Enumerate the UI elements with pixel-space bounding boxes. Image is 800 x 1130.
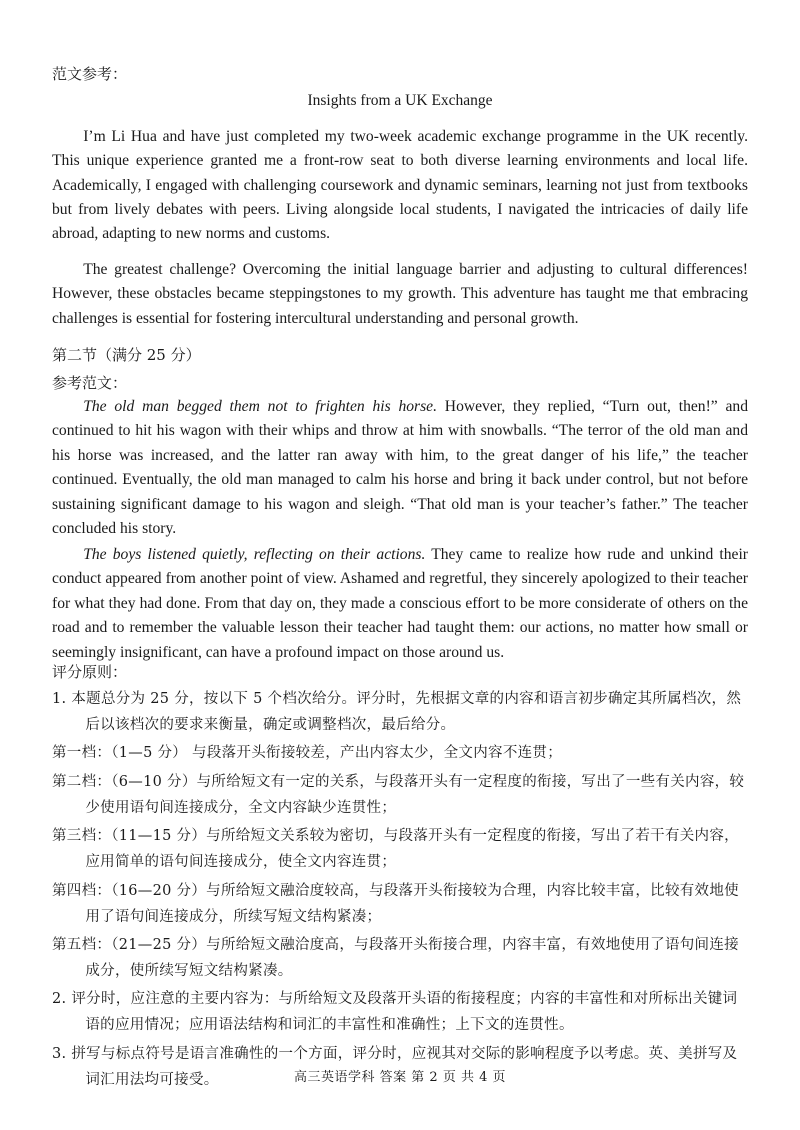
continuation-body: However, they replied, “Turn out, then!” and continued to hit his wagon with their whips and throw at him with snowballs. “The terror of the old man and his horse was increased, and the latter ran away with him, to the great danger of his life,” the teacher continued. Eventually, the old man managed to calm his horse and bring it back under control, but not before sustaining significant damage to his wagon and sleigh. “That old man is your teacher’s father.” The teacher concluded his story. bbox=[52, 398, 749, 538]
continuation-paragraph bbox=[52, 543, 748, 665]
scoring-rule: 2. 评分时，应注意的主要内容为：与所给短文及段落开头语的衔接程度；内容的丰富性和对所标出关键词语的应用情况；应用语法结构和词汇的丰富性和准确性；上下文的连贯性。 bbox=[52, 991, 738, 1034]
essay-paragraph: I’m Li Hua and have just completed my two-week academic exchange programme in the UK recently. This unique experience granted me a front-row seat to both diverse learning environments and local life. Academically, I engaged with challenging coursework and dynamic seminars, learning not just from textbooks but from lively debates with peers. Living alongside local students, I navigated the intricacies of daily life abroad, adapting to new norms and customs. bbox=[52, 128, 748, 243]
scoring-rule: 第三档：（11—15 分）与所给短文关系较为密切，与段落开头有一定程度的衔接，写出了若干有关内容，应用简单的语句间连接成分，使全文内容连贯； bbox=[52, 828, 739, 871]
section-heading: 第二节（满分 25 分） bbox=[52, 346, 201, 364]
scoring-rule: 第二档：（6—10 分）与所给短文有一定的关系，与段落开头有一定程度的衔接，写出了一些有关内容，较少使用语句间连接成分，全文内容缺少连贯性； bbox=[52, 773, 745, 816]
sample-essay-label: 范文参考： bbox=[52, 65, 128, 83]
scoring-rule: 第四档：（16—20 分）与所给短文融洽度较高，与段落开头衔接较为合理，内容比较丰富，比较有效地使用了语句间连接成分，所续写短文结构紧凑； bbox=[52, 882, 739, 925]
scoring-rule: 1. 本题总分为 25 分，按以下 5 个档次给分。评分时，先根据文章的内容和语言初步确定其所属档次，然后以该档次的要求来衡量，确定或调整档次，最后给分。 bbox=[52, 691, 742, 733]
scoring-rule: 第五档：（21—25 分）与所给短文融洽度高，与段落开头衔接合理，内容丰富，有效地使用了语句间连接成分，使所续写短文结构紧凑。 bbox=[52, 936, 739, 979]
continuation-body: They came to realize how rude and unkind their conduct appeared from another point of view. Ashamed and regretful, they sincerely apologized to their teacher for what they had done. From that day on, they made a conscious effort to be more considerate of others on the road and to remember the valuable lesson their teacher had taught them: our actions, no matter how small or seemingly insignificant, can have a profound impact on those around us. bbox=[52, 546, 748, 661]
scoring-rule: 第一档：（1—5 分） 与段落开头衔接较差，产出内容太少，全文内容不连贯； bbox=[52, 745, 563, 762]
scoring-label: 评分原则： bbox=[52, 663, 128, 681]
continuation-paragraph bbox=[52, 395, 748, 541]
continuation-lead-sentence: The old man begged them not to frighten his horse. bbox=[83, 398, 438, 415]
scoring-rules bbox=[52, 686, 750, 1095]
scoring-rule: 3. 拼写与标点符号是语言准确性的一个方面，评分时，应视其对交际的影响程度予以考虑。英、美拼写及词汇用法均可接受。 bbox=[52, 1045, 738, 1088]
reference-label: 参考范文： bbox=[52, 374, 128, 392]
essay-title: Insights from a UK Exchange bbox=[307, 92, 493, 109]
page-footer: 高三英语学科 答案 第 2 页 共 4 页 bbox=[294, 1070, 506, 1085]
essay-paragraph: The greatest challenge? Overcoming the initial language barrier and adjusting to cultural differences! However, these obstacles became steppingstones to my growth. This adventure has taught me that embracing challenges is essential for fostering intercultural understanding and personal growth. bbox=[52, 261, 748, 327]
continuation-lead-sentence: The boys listened quietly, reflecting on their actions. bbox=[83, 546, 426, 563]
